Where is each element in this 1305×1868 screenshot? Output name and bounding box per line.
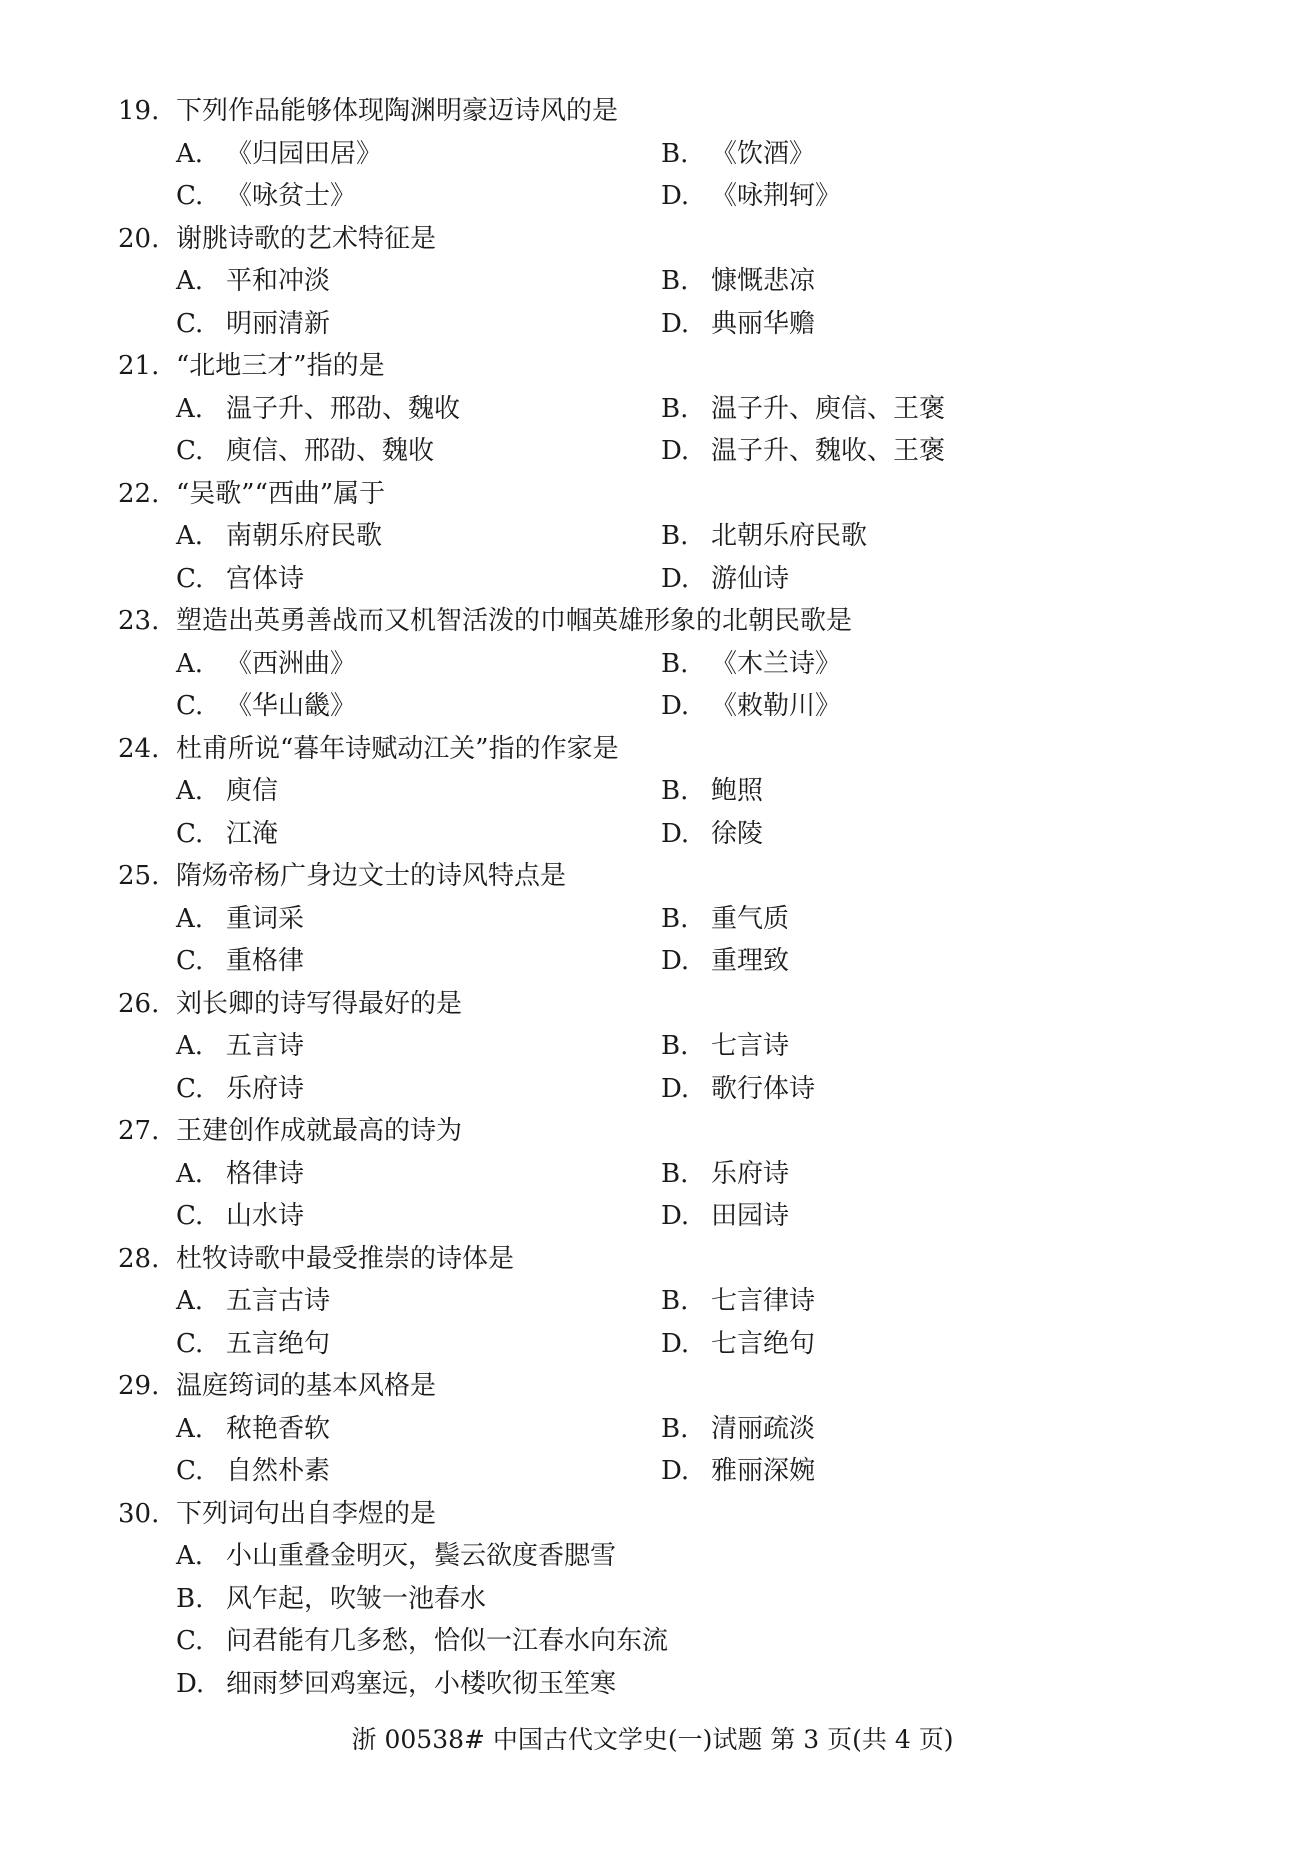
option-letter: B.: [661, 138, 689, 169]
option-letter: A.: [176, 1541, 204, 1571]
option-text: 七言诗: [711, 1031, 790, 1061]
option-b: [661, 260, 815, 303]
option-b: [118, 1578, 1238, 1621]
option-letter: A.: [176, 903, 204, 934]
question-number: 27.: [118, 1116, 160, 1146]
question-stem: [118, 90, 1238, 133]
option-row: [118, 1195, 1238, 1238]
option-text: 乐府诗: [226, 1073, 305, 1104]
option-text: 温子升、魏收、王褒: [711, 436, 946, 466]
question-number: 29.: [118, 1371, 160, 1401]
option-letter: B.: [661, 521, 689, 551]
option-a: [176, 515, 661, 558]
option-letter: C.: [176, 436, 204, 466]
option-letter: C.: [176, 563, 204, 594]
option-b: [661, 1408, 815, 1451]
question-stem: [118, 855, 1238, 898]
option-row: [118, 1450, 1238, 1493]
option-text: 《咏贫士》: [226, 181, 357, 211]
question-25: [118, 855, 1238, 983]
option-letter: C.: [176, 691, 204, 721]
option-text: 小山重叠金明灭，鬓云欲度香腮雪: [226, 1541, 617, 1571]
option-d: [661, 175, 841, 218]
option-text: 《咏荆轲》: [711, 181, 842, 211]
question-text: 刘长卿的诗写得最好的是: [176, 988, 463, 1019]
option-text: 细雨梦回鸡塞远，小楼吹彻玉笙寒: [226, 1668, 617, 1699]
option-letter: C.: [176, 1626, 204, 1656]
option-a: [176, 1408, 661, 1451]
option-d: [661, 1068, 815, 1111]
option-letter: D.: [661, 1201, 690, 1231]
option-c: [176, 1195, 661, 1238]
question-21: [118, 345, 1238, 473]
option-text: 典丽华赡: [711, 308, 816, 339]
question-stem: [118, 1493, 1238, 1536]
option-text: 田园诗: [711, 1201, 790, 1231]
option-row: [118, 1025, 1238, 1068]
question-20: [118, 218, 1238, 346]
option-row: [118, 940, 1238, 983]
question-stem: [118, 1238, 1238, 1281]
option-c: [176, 813, 661, 856]
option-letter: B.: [661, 266, 689, 296]
option-d: [661, 685, 841, 728]
option-a: [176, 133, 661, 176]
option-row: [118, 1280, 1238, 1323]
option-c: [118, 1620, 1238, 1663]
question-stem: [118, 728, 1238, 771]
option-text: 七言律诗: [711, 1286, 816, 1316]
option-text: 庾信: [226, 776, 279, 806]
question-27: [118, 1110, 1238, 1238]
option-c: [176, 1450, 661, 1493]
option-text: 平和冲淡: [226, 266, 331, 296]
option-c: [176, 430, 661, 473]
option-text: 温子升、邢劭、魏收: [226, 393, 461, 424]
option-row: [118, 898, 1238, 941]
option-text: 温子升、庾信、王褒: [711, 393, 946, 424]
question-text: 塑造出英勇善战而又机智活泼的巾帼英雄形象的北朝民歌是: [176, 606, 853, 636]
option-b: [661, 1153, 789, 1196]
option-row: [118, 558, 1238, 601]
option-text: 宫体诗: [226, 563, 305, 594]
option-b: [661, 1025, 789, 1068]
question-29: [118, 1365, 1238, 1493]
option-text: 风乍起，吹皱一池春水: [226, 1583, 487, 1614]
question-text: 下列词句出自李煜的是: [176, 1498, 437, 1529]
question-text: “吴歌”“西曲”属于: [176, 478, 386, 509]
question-text: 隋炀帝杨广身边文士的诗风特点是: [176, 861, 567, 891]
question-number: 28.: [118, 1243, 160, 1274]
option-text: 慷慨悲凉: [711, 266, 816, 296]
question-stem: [118, 600, 1238, 643]
option-row: [118, 770, 1238, 813]
option-row: [118, 133, 1238, 176]
option-d: [661, 1323, 815, 1366]
option-letter: D.: [661, 308, 690, 339]
option-b: [661, 515, 867, 558]
option-row: [118, 175, 1238, 218]
option-letter: D.: [661, 1073, 690, 1104]
option-text: 江淹: [226, 818, 279, 849]
question-24: [118, 728, 1238, 856]
option-text: 五言绝句: [226, 1328, 331, 1359]
option-c: [176, 175, 661, 218]
option-d: [661, 1450, 815, 1493]
option-c: [176, 1323, 661, 1366]
option-letter: C.: [176, 818, 204, 849]
option-d: [661, 940, 789, 983]
option-text: 重气质: [711, 903, 790, 934]
option-letter: D.: [661, 1328, 690, 1359]
option-letter: B.: [661, 648, 689, 679]
option-letter: C.: [176, 181, 204, 211]
option-letter: B.: [176, 1583, 204, 1614]
question-text: 谢朓诗歌的艺术特征是: [176, 223, 437, 254]
option-letter: A.: [176, 521, 204, 551]
option-d: [661, 430, 945, 473]
option-letter: B.: [661, 1286, 689, 1316]
option-letter: C.: [176, 946, 204, 976]
option-text: 游仙诗: [711, 563, 790, 594]
question-number: 26.: [118, 988, 160, 1019]
option-letter: C.: [176, 308, 204, 339]
option-letter: A.: [176, 393, 204, 424]
question-23: [118, 600, 1238, 728]
option-text: 乐府诗: [711, 1158, 790, 1189]
question-stem: [118, 1110, 1238, 1153]
option-c: [176, 303, 661, 346]
option-text: 《敕勒川》: [711, 691, 842, 721]
option-text: 庾信、邢劭、魏收: [226, 436, 435, 466]
question-stem: [118, 473, 1238, 516]
option-row: [118, 430, 1238, 473]
option-b: [661, 388, 945, 431]
option-text: 鲍照: [711, 776, 764, 806]
option-a: [176, 770, 661, 813]
option-row: [118, 1323, 1238, 1366]
option-text: 歌行体诗: [711, 1073, 816, 1104]
question-number: 20.: [118, 223, 160, 254]
question-number: 22.: [118, 478, 160, 509]
option-row: [118, 260, 1238, 303]
option-c: [176, 685, 661, 728]
option-text: 问君能有几多愁，恰似一江春水向东流: [226, 1626, 669, 1656]
option-letter: B.: [661, 903, 689, 934]
option-a: [176, 1280, 661, 1323]
option-text: 《木兰诗》: [711, 648, 842, 679]
option-letter: A.: [176, 1031, 204, 1061]
question-text: 杜牧诗歌中最受推崇的诗体是: [176, 1243, 515, 1274]
option-text: 五言诗: [226, 1031, 305, 1061]
option-text: 重理致: [711, 946, 790, 976]
option-letter: D.: [661, 818, 690, 849]
question-text: 下列作品能够体现陶渊明豪迈诗风的是: [176, 96, 619, 126]
option-row: [118, 515, 1238, 558]
question-text: “北地三才”指的是: [176, 351, 385, 381]
option-c: [176, 1068, 661, 1111]
option-letter: D.: [661, 181, 690, 211]
option-letter: C.: [176, 1456, 204, 1486]
option-d: [661, 1195, 789, 1238]
option-b: [661, 898, 789, 941]
question-stem: [118, 1365, 1238, 1408]
question-number: 21.: [118, 351, 160, 381]
question-text: 王建创作成就最高的诗为: [176, 1116, 463, 1146]
option-text: 《归园田居》: [226, 138, 383, 169]
option-text: 秾艳香软: [226, 1413, 331, 1444]
question-22: [118, 473, 1238, 601]
option-text: 自然朴素: [226, 1456, 331, 1486]
option-row: [118, 1068, 1238, 1111]
option-letter: D.: [661, 946, 690, 976]
option-text: 七言绝句: [711, 1328, 816, 1359]
option-a: [176, 898, 661, 941]
option-row: [118, 1153, 1238, 1196]
option-row: [118, 685, 1238, 728]
option-letter: A.: [176, 1286, 204, 1316]
option-a: [176, 388, 661, 431]
option-b: [661, 643, 841, 686]
option-letter: C.: [176, 1201, 204, 1231]
option-letter: D.: [661, 691, 690, 721]
option-letter: A.: [176, 138, 204, 169]
option-row: [118, 643, 1238, 686]
option-d: [661, 558, 789, 601]
question-text: 温庭筠词的基本风格是: [176, 1371, 437, 1401]
option-d: [661, 303, 815, 346]
option-text: 北朝乐府民歌: [711, 521, 868, 551]
option-letter: A.: [176, 648, 204, 679]
option-text: 明丽清新: [226, 308, 331, 339]
question-number: 19.: [118, 96, 160, 126]
option-letter: B.: [661, 1413, 689, 1444]
option-text: 重词采: [226, 903, 305, 934]
option-row: [118, 388, 1238, 431]
question-stem: [118, 983, 1238, 1026]
question-number: 24.: [118, 733, 160, 764]
question-text: 杜甫所说“暮年诗赋动江关”指的作家是: [176, 733, 619, 764]
question-number: 25.: [118, 861, 160, 891]
question-30: [118, 1493, 1238, 1706]
option-letter: A.: [176, 1413, 204, 1444]
option-letter: B.: [661, 393, 689, 424]
option-text: 重格律: [226, 946, 305, 976]
option-a: [176, 260, 661, 303]
option-b: [661, 770, 763, 813]
option-letter: A.: [176, 266, 204, 296]
option-letter: A.: [176, 1158, 204, 1189]
option-text: 《华山畿》: [226, 691, 357, 721]
option-letter: D.: [176, 1668, 205, 1699]
question-stem: [118, 345, 1238, 388]
option-c: [176, 940, 661, 983]
option-letter: B.: [661, 1158, 689, 1189]
option-text: 《饮酒》: [711, 138, 816, 169]
option-b: [661, 133, 815, 176]
option-d: [661, 813, 763, 856]
option-letter: D.: [661, 563, 690, 594]
option-text: 雅丽深婉: [711, 1456, 816, 1486]
option-a: [176, 1025, 661, 1068]
option-letter: B.: [661, 776, 689, 806]
option-letter: B.: [661, 1031, 689, 1061]
question-list: [118, 90, 1238, 1705]
option-text: 清丽疏淡: [711, 1413, 816, 1444]
option-a: [176, 1153, 661, 1196]
question-number: 23.: [118, 606, 160, 636]
option-b: [661, 1280, 815, 1323]
option-a: [176, 643, 661, 686]
option-text: 山水诗: [226, 1201, 305, 1231]
option-a: [118, 1535, 1238, 1578]
option-d: [118, 1663, 1238, 1706]
option-text: 五言古诗: [226, 1286, 331, 1316]
option-text: 格律诗: [226, 1158, 305, 1189]
question-stem: [118, 218, 1238, 261]
option-c: [176, 558, 661, 601]
option-text: 南朝乐府民歌: [226, 521, 383, 551]
option-row: [118, 303, 1238, 346]
option-letter: D.: [661, 436, 690, 466]
option-letter: D.: [661, 1456, 690, 1486]
option-row: [118, 813, 1238, 856]
page-footer: 浙 00538# 中国古代文学史(一)试题 第 3 页(共 4 页): [351, 1725, 954, 1754]
option-letter: A.: [176, 776, 204, 806]
option-letter: C.: [176, 1328, 204, 1359]
question-19: [118, 90, 1238, 218]
question-28: [118, 1238, 1238, 1366]
option-text: 《西洲曲》: [226, 648, 357, 679]
option-letter: C.: [176, 1073, 204, 1104]
question-number: 30.: [118, 1498, 160, 1529]
option-row: [118, 1408, 1238, 1451]
option-text: 徐陵: [711, 818, 764, 849]
question-26: [118, 983, 1238, 1111]
